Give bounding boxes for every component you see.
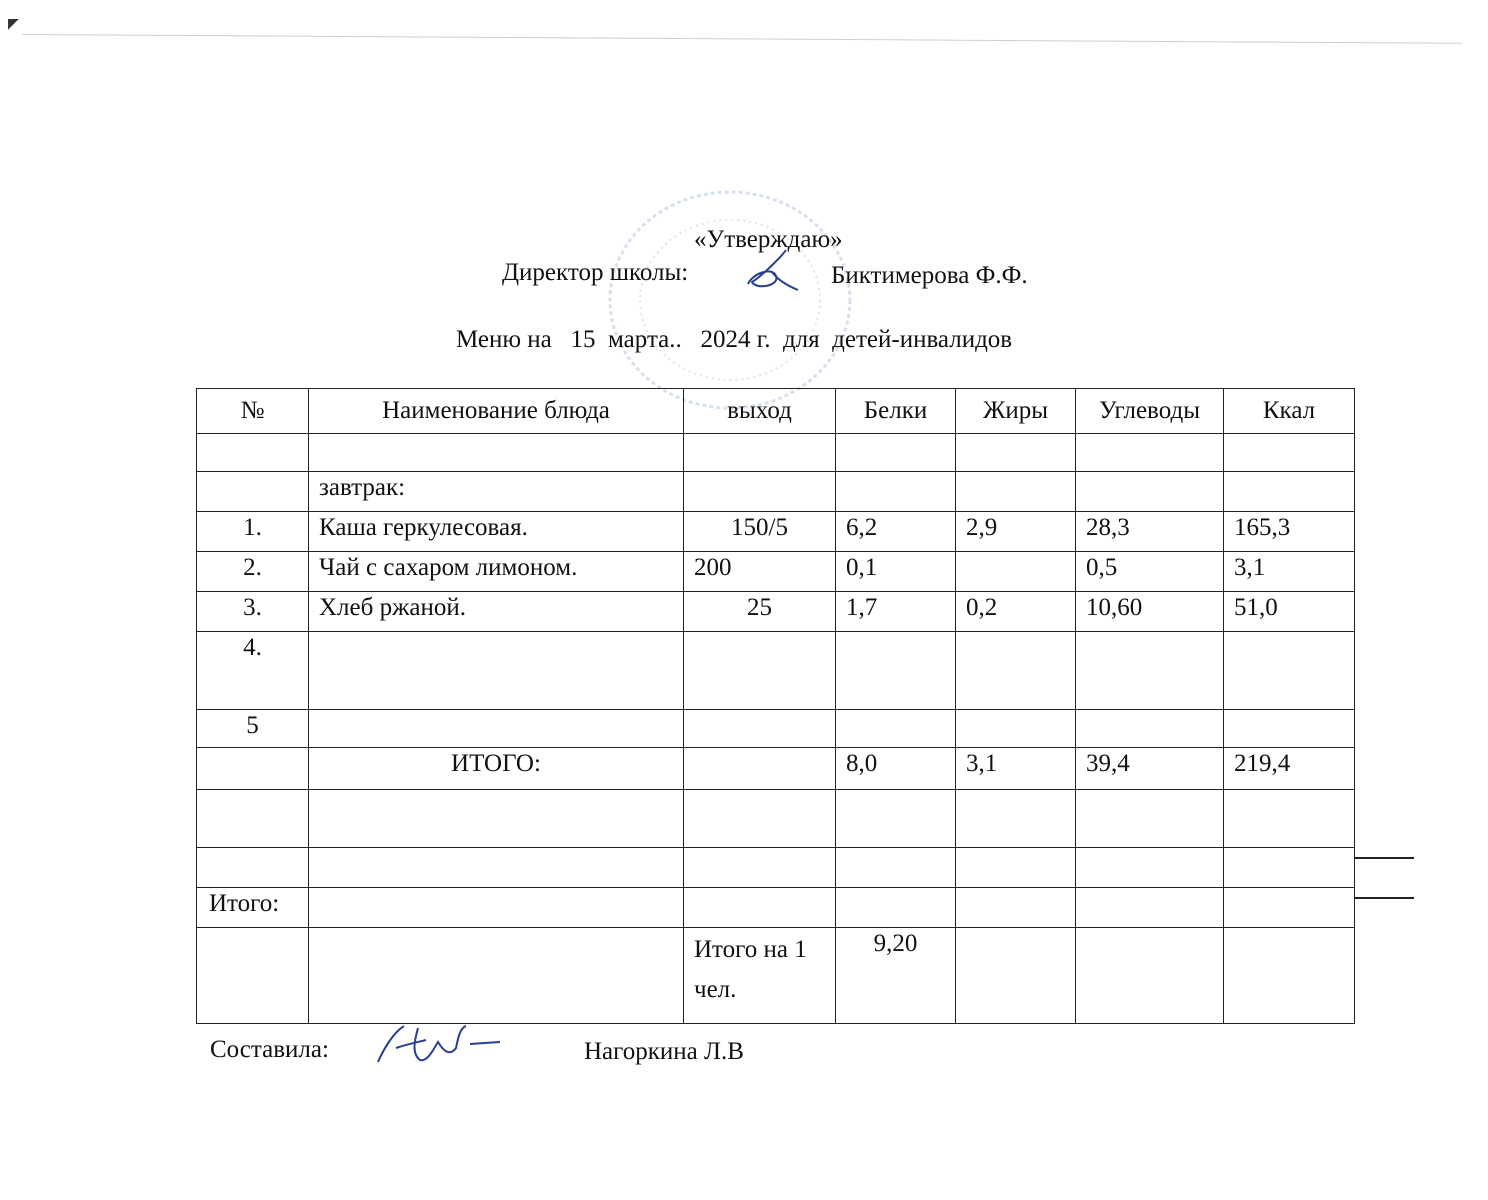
composed-name: Нагоркина Л.В: [584, 1038, 744, 1065]
table-row: [197, 512, 1355, 552]
dish-output: [684, 710, 836, 748]
total-carbs: 39,4: [1076, 748, 1224, 790]
row-number: 1.: [197, 512, 309, 552]
dish-fat: [956, 632, 1076, 710]
dish-kcal: [1224, 710, 1355, 748]
table-row-itogo: [197, 888, 1355, 928]
total-fat: 3,1: [956, 748, 1076, 790]
section-breakfast: завтрак:: [309, 472, 684, 512]
total-label: ИТОГО:: [309, 748, 684, 790]
table-row: [197, 710, 1355, 748]
row-number: 3.: [197, 592, 309, 632]
row-number: 4.: [197, 632, 309, 710]
table-extra-line: [1354, 897, 1414, 899]
dish-protein: [836, 710, 956, 748]
menu-table: [196, 388, 1355, 1024]
col-header-fat: Жиры: [956, 389, 1076, 434]
dish-protein: 1,7: [836, 592, 956, 632]
dish-carbs: [1076, 710, 1224, 748]
dish-name: Каша геркулесовая.: [309, 512, 684, 552]
col-header-dish: Наименование блюда: [309, 389, 684, 434]
dish-carbs: [1076, 632, 1224, 710]
col-header-protein: Белки: [836, 389, 956, 434]
scan-edge-line: [22, 34, 1462, 44]
dish-protein: [836, 632, 956, 710]
col-header-carbs: Углеводы: [1076, 389, 1224, 434]
director-signature-icon: [742, 246, 802, 294]
composed-label: Составила:: [210, 1036, 329, 1063]
table-row: [197, 552, 1355, 592]
dish-fat: [956, 710, 1076, 748]
total-protein: 8,0: [836, 748, 956, 790]
composer-signature-icon: [374, 1018, 504, 1070]
table-row: [197, 632, 1355, 710]
director-name: Биктимерова Ф.Ф.: [831, 262, 1028, 289]
dish-fat: [956, 552, 1076, 592]
table-row-section: [197, 472, 1355, 512]
total-kcal: 219,4: [1224, 748, 1355, 790]
table-row-empty: [197, 434, 1355, 472]
col-header-number: №: [197, 389, 309, 434]
menu-title: Меню на 15 марта.. 2024 г. для детей-инвалидов: [456, 326, 1013, 353]
director-label: Директор школы:: [502, 259, 689, 286]
dish-name: [309, 710, 684, 748]
table-row-empty: [197, 848, 1355, 888]
table-row-per-person: [197, 928, 1355, 1024]
dish-kcal: [1224, 632, 1355, 710]
dish-fat: 0,2: [956, 592, 1076, 632]
dish-output: 25: [684, 592, 836, 632]
table-row-total: [197, 748, 1355, 790]
dish-carbs: 0,5: [1076, 552, 1224, 592]
row-number: 2.: [197, 552, 309, 592]
dish-protein: 0,1: [836, 552, 956, 592]
dish-output: 150/5: [684, 512, 836, 552]
dish-name: Чай с сахаром лимоном.: [309, 552, 684, 592]
dish-output: 200: [684, 552, 836, 592]
dish-carbs: 10,60: [1076, 592, 1224, 632]
approve-heading: «Утверждаю»: [694, 226, 843, 253]
row-number: 5: [197, 710, 309, 748]
per-person-value: 9,20: [836, 928, 956, 1024]
dish-kcal: 3,1: [1224, 552, 1355, 592]
itogo-label: Итого:: [197, 888, 309, 928]
dish-kcal: 51,0: [1224, 592, 1355, 632]
dish-kcal: 165,3: [1224, 512, 1355, 552]
dish-fat: 2,9: [956, 512, 1076, 552]
table-extra-line: [1354, 857, 1414, 859]
table-row-empty: [197, 790, 1355, 848]
school-stamp-icon: [590, 180, 870, 420]
dish-carbs: 28,3: [1076, 512, 1224, 552]
per-person-label: Итого на 1 чел.: [684, 928, 836, 1024]
dish-output: [684, 632, 836, 710]
col-header-kcal: Ккал: [1224, 389, 1355, 434]
table-header-row: [197, 389, 1355, 434]
scan-corner-mark: ◤: [8, 17, 19, 32]
dish-name: Хлеб ржаной.: [309, 592, 684, 632]
dish-protein: 6,2: [836, 512, 956, 552]
table-row: [197, 592, 1355, 632]
dish-name: [309, 632, 684, 710]
col-header-output: выход: [684, 389, 836, 434]
